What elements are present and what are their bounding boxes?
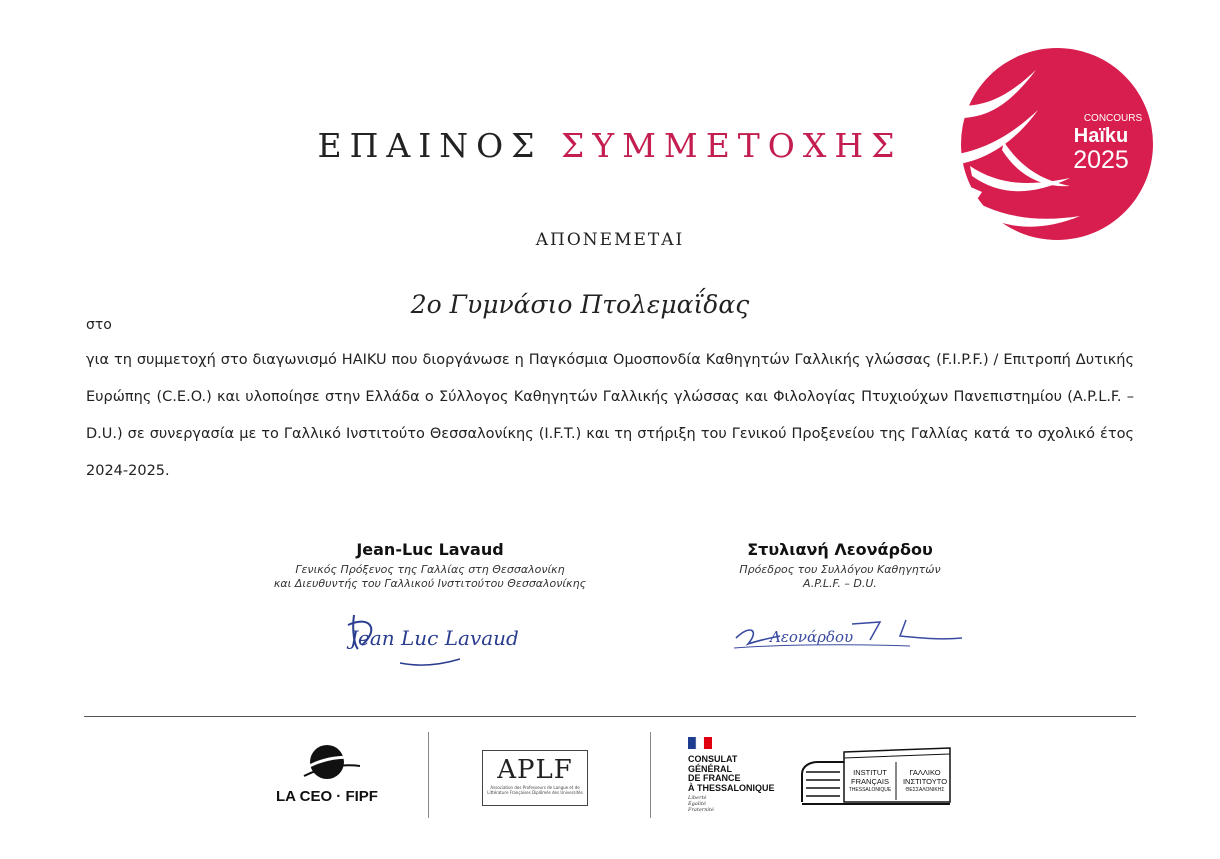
title-part2: ΣΥΜΜΕΤΟΧΗΣ bbox=[561, 126, 903, 165]
badge-line2: Haïku bbox=[1073, 125, 1129, 147]
institut-right-line-1: ΓΑΛΛΙΚΟ bbox=[909, 768, 941, 777]
signatory-2-role-line2: A.P.L.F. – D.U. bbox=[803, 577, 877, 590]
motto-liberte: Liberté bbox=[688, 795, 707, 801]
signatory-2-name: Στυλιανή Λεονάρδου bbox=[747, 540, 933, 559]
institut-right-line-2: ΙΝΣΤΙΤΟΥΤΟ bbox=[902, 777, 948, 786]
aplf-logo bbox=[482, 750, 588, 806]
consulat-line-3: DE FRANCE bbox=[688, 773, 741, 783]
haiku-badge-logo bbox=[920, 46, 1160, 246]
consulat-line-4: À THESSALONIQUE bbox=[688, 782, 775, 793]
french-flag-icon bbox=[688, 737, 712, 749]
signatory-2 bbox=[640, 540, 1040, 591]
badge-line1: CONCOURS bbox=[1083, 113, 1143, 124]
signature-2-text: Λεονάρδου bbox=[770, 628, 854, 646]
recipient-name: 2ο Γυμνάσιο Πτολεμαΐδας bbox=[410, 290, 750, 319]
globe-icon bbox=[262, 740, 392, 790]
signatory-2-role-line1: Πρόεδρος του Συλλόγου Καθηγητών bbox=[739, 563, 941, 576]
signatory-1-role-line2: και Διευθυντής του Γαλλικού Ινστιτούτου Θεσσαλονίκης bbox=[273, 577, 587, 590]
logo-separator-2 bbox=[650, 732, 651, 818]
recipient-prefix: στο bbox=[86, 317, 112, 333]
consulat-line-1: CONSULAT bbox=[688, 754, 738, 764]
signature-1-image bbox=[340, 605, 530, 675]
consulat-logo bbox=[688, 734, 798, 818]
signatory-1-name: Jean-Luc Lavaud bbox=[356, 540, 504, 559]
motto-egalite: Égalité bbox=[688, 801, 706, 807]
institut-left-line-1: INSTITUT bbox=[853, 768, 887, 777]
signatory-1-role-line1: Γενικός Πρόξενος της Γαλλίας στη Θεσσαλονίκη bbox=[295, 563, 565, 576]
aplf-subtitle: Association des Professeurs de Langue et de Littérature Françaises Diplômés des Universités bbox=[487, 785, 583, 795]
ceo-fipf-label: LA CEO · FIPF bbox=[276, 788, 378, 805]
footer-divider bbox=[84, 716, 1136, 717]
institut-francais-logo bbox=[800, 744, 960, 810]
badge-line3: 2025 bbox=[1073, 146, 1129, 174]
logo-separator-1 bbox=[428, 732, 429, 818]
certificate-body-text: για τη συμμετοχή στο διαγωνισμό HAIKU που διοργάνωσε η Παγκόσμια Ομοσπονδία Καθηγητών Γαλλικής γλώσσας (F.I.P.F.) / Επιτροπή Δυτικής Ευρώπης (C.E.O.) και υλοποίησε στην Ελλάδα ο Σύλλογος Καθηγητών Γαλλικής γλώσσας και Φιλολογίας Πτυχιούχων Πανεπιστημίου (A.P.L.F. – D.U.) σε συνεργασία με το Γαλλικό Ινστιτούτο Θεσσαλονίκης (I.F.T.) και τη στήριξη του Γενικού Προξενείου της Γαλλίας κατά το σχολικό έτος 2024-2025. bbox=[86, 352, 1134, 479]
consulat-line-2: GÉNÉRAL bbox=[688, 763, 733, 774]
signatory-1 bbox=[230, 540, 630, 591]
signature-1-text: Jean Luc Lavaud bbox=[350, 626, 519, 650]
signature-2-image bbox=[730, 610, 970, 660]
ceo-fipf-logo bbox=[262, 740, 392, 810]
institut-left-line-2: FRANÇAIS bbox=[851, 777, 889, 786]
title-part1: ΕΠΑΙΝΟΣ bbox=[317, 126, 543, 165]
awarded-label: ΑΠΟΝΕΜΕΤΑΙ bbox=[535, 230, 685, 250]
institut-left-line-3: THESSALONIQUE bbox=[848, 787, 892, 793]
motto-fraternite: Fraternité bbox=[688, 807, 714, 813]
institut-right-line-3: ΘΕΣΣΑΛΟΝΙΚΗΣ bbox=[905, 787, 945, 793]
aplf-label: APLF bbox=[497, 755, 573, 785]
